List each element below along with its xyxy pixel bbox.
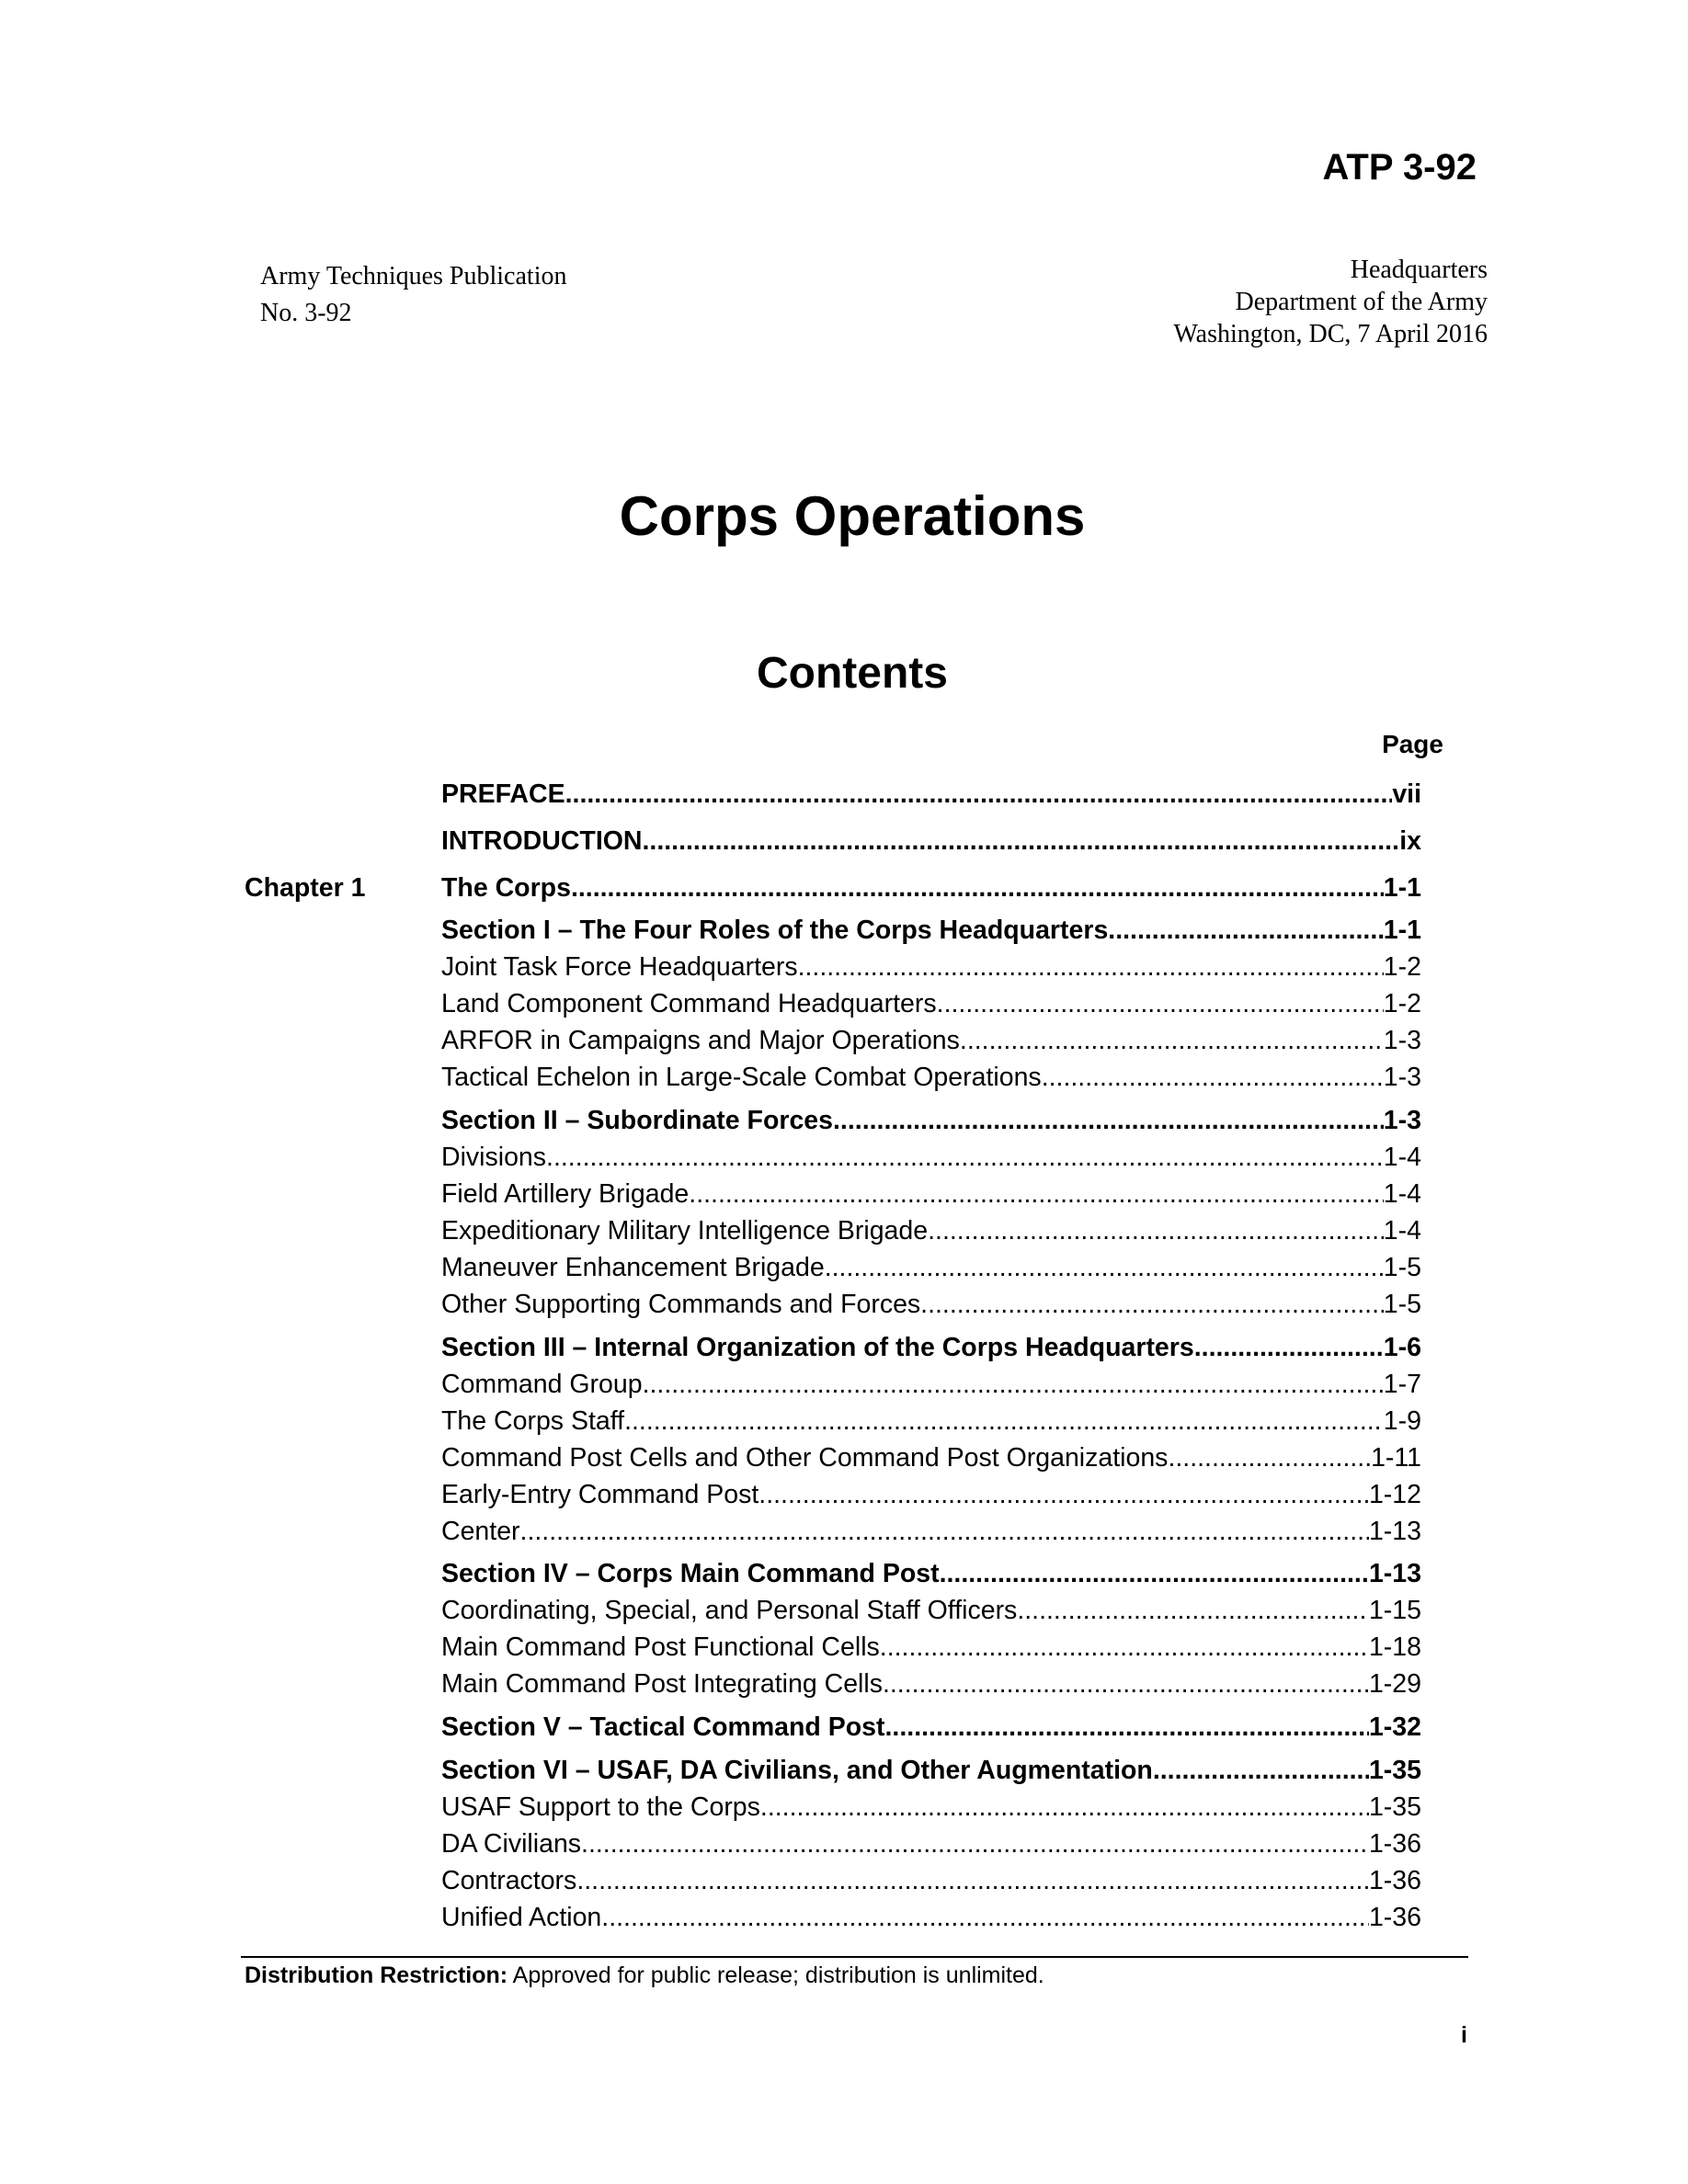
document-title: Corps Operations <box>619 485 1086 547</box>
toc-page-number: 1-7 <box>1383 1370 1421 1399</box>
toc-page-number: 1-15 <box>1368 1596 1421 1625</box>
toc-entry[interactable] <box>245 986 1421 1021</box>
toc-dot-leader <box>928 1213 1384 1248</box>
toc-entry-title: Other Supporting Commands and Forces <box>441 1290 921 1319</box>
toc-entry-title: Section V – Tactical Command Post <box>441 1712 885 1742</box>
toc-entry-title: INTRODUCTION <box>441 826 643 856</box>
issuer-location-date: Washington, DC, 7 April 2016 <box>1173 320 1488 348</box>
toc-entry[interactable] <box>245 824 1421 859</box>
toc-entry-line <box>441 1710 1421 1745</box>
toc-entry-line <box>441 1404 1421 1439</box>
toc-entry[interactable] <box>245 950 1421 984</box>
toc-dot-leader <box>833 1103 1384 1138</box>
toc-entry[interactable] <box>245 1330 1421 1365</box>
toc-page-number: 1-36 <box>1368 1829 1421 1859</box>
toc-entry-title: Contractors <box>441 1866 577 1895</box>
toc-page-number: 1-4 <box>1383 1216 1421 1246</box>
toc-page-number: 1-5 <box>1383 1290 1421 1319</box>
toc-entry-title: Section IV – Corps Main Command Post <box>441 1559 940 1588</box>
toc-dot-leader <box>885 1710 1369 1745</box>
toc-entry-title: USAF Support to the Corps <box>441 1792 760 1822</box>
toc-page-number: 1-12 <box>1368 1480 1421 1509</box>
toc-dot-leader <box>825 1250 1384 1285</box>
toc-dot-leader <box>760 1790 1369 1825</box>
publication-identifier <box>260 258 566 332</box>
publication-number: No. 3-92 <box>260 299 352 327</box>
toc-entry[interactable] <box>245 1556 1421 1591</box>
toc-entry-line <box>441 1790 1421 1825</box>
toc-entry-title: Coordinating, Special, and Personal Staff Officers <box>441 1596 1018 1625</box>
toc-entry-title: Center <box>441 1517 520 1546</box>
toc-entry-line <box>441 1213 1421 1248</box>
toc-entry[interactable] <box>245 1900 1421 1935</box>
toc-entry-line <box>441 1250 1421 1285</box>
toc-page-number: ix <box>1399 826 1421 856</box>
toc-entry-line <box>441 1287 1421 1322</box>
toc-entry-line <box>441 1330 1421 1365</box>
toc-dot-leader <box>689 1177 1384 1211</box>
toc-entry-line <box>441 1023 1421 1058</box>
toc-dot-leader <box>960 1023 1384 1058</box>
toc-entry[interactable] <box>245 1826 1421 1861</box>
toc-entry-title: Expeditionary Military Intelligence Brigade <box>441 1216 929 1246</box>
toc-entry-title: The Corps Staff <box>441 1406 625 1436</box>
toc-dot-leader <box>798 950 1384 984</box>
toc-entry-line <box>441 986 1421 1021</box>
toc-dot-leader <box>624 1404 1384 1439</box>
toc-dot-leader <box>642 824 1399 859</box>
toc-dot-leader <box>565 777 1393 812</box>
toc-page-number: 1-4 <box>1383 1179 1421 1209</box>
toc-page-number: vii <box>1392 779 1421 809</box>
toc-entry[interactable] <box>245 1023 1421 1058</box>
toc-entry-line <box>441 1477 1421 1512</box>
toc-page-number: 1-36 <box>1368 1903 1421 1932</box>
toc-entry-line <box>441 1556 1421 1591</box>
toc-page-number: 1-11 <box>1371 1443 1421 1473</box>
toc-entry-line <box>441 1140 1421 1175</box>
toc-entry[interactable] <box>245 1630 1421 1665</box>
toc-page-number: 1-13 <box>1368 1517 1421 1546</box>
toc-entry-line <box>441 1367 1421 1402</box>
toc-entry-line <box>441 824 1421 859</box>
toc-entry-title: Divisions <box>441 1143 547 1172</box>
toc-entry[interactable] <box>245 1140 1421 1175</box>
toc-dot-leader <box>581 1826 1369 1861</box>
toc-entry[interactable] <box>245 1753 1421 1788</box>
issuer-headquarters: Headquarters <box>1350 256 1488 284</box>
toc-entry-title: DA Civilians <box>441 1829 582 1859</box>
toc-page-number: 1-32 <box>1368 1712 1421 1742</box>
toc-entry-title: Maneuver Enhancement Brigade <box>441 1253 825 1282</box>
toc-entry-line <box>441 1666 1421 1701</box>
toc-dot-leader <box>1108 913 1384 948</box>
toc-entry-line <box>441 1514 1421 1549</box>
toc-dot-leader <box>1194 1330 1384 1365</box>
toc-page-number: 1-2 <box>1383 952 1421 982</box>
toc-dot-leader <box>601 1900 1369 1935</box>
toc-page-number: 1-36 <box>1368 1866 1421 1895</box>
toc-entry[interactable] <box>245 1404 1421 1439</box>
toc-entry[interactable] <box>245 777 1421 812</box>
toc-entry-line <box>441 870 1421 905</box>
toc-entry-title: Unified Action <box>441 1903 602 1932</box>
distribution-text: Approved for public release; distribution is unlimited. <box>508 1962 1044 1988</box>
toc-dot-leader <box>880 1630 1369 1665</box>
toc-entry-line <box>441 950 1421 984</box>
toc-entry-title: Section I – The Four Roles of the Corps Headquarters <box>441 916 1109 945</box>
toc-entry[interactable] <box>245 1790 1421 1825</box>
distribution-label: Distribution Restriction: <box>245 1962 508 1988</box>
toc-entry[interactable] <box>245 1103 1421 1138</box>
distribution-restriction <box>245 1961 1044 1990</box>
toc-dot-leader <box>520 1514 1369 1549</box>
toc-entry-title: PREFACE <box>441 779 565 809</box>
toc-page-number: 1-13 <box>1368 1559 1421 1588</box>
toc-page-number: 1-9 <box>1383 1406 1421 1436</box>
toc-page-number: 1-1 <box>1383 873 1421 903</box>
toc-entry[interactable] <box>245 913 1421 948</box>
toc-dot-leader <box>883 1666 1369 1701</box>
footer-divider <box>241 1956 1468 1958</box>
toc-entry-title: Tactical Echelon in Large-Scale Combat Operations <box>441 1063 1042 1092</box>
issuer-department: Department of the Army <box>1235 288 1488 316</box>
toc-entry-line <box>441 1060 1421 1095</box>
toc-dot-leader <box>546 1140 1384 1175</box>
toc-entry-title: Field Artillery Brigade <box>441 1179 690 1209</box>
toc-entry[interactable] <box>245 1593 1421 1628</box>
toc-entry-line <box>441 1753 1421 1788</box>
toc-entry-title: Section II – Subordinate Forces <box>441 1106 834 1135</box>
toc-dot-leader <box>1017 1593 1369 1628</box>
toc-dot-leader <box>937 986 1384 1021</box>
toc-dot-leader <box>1153 1753 1369 1788</box>
toc-entry-line <box>441 1900 1421 1935</box>
toc-entry-title: Joint Task Force Headquarters <box>441 952 798 982</box>
toc-entry[interactable] <box>245 1514 1421 1549</box>
toc-page-number: 1-4 <box>1383 1143 1421 1172</box>
toc-entry-title: Main Command Post Integrating Cells <box>441 1669 883 1699</box>
toc-page-number: 1-35 <box>1368 1756 1421 1785</box>
toc-entry-line <box>441 913 1421 948</box>
toc-entry-title: ARFOR in Campaigns and Major Operations <box>441 1026 960 1055</box>
toc-entry-line <box>441 1177 1421 1211</box>
toc-entry-line <box>441 1103 1421 1138</box>
toc-entry[interactable] <box>245 1177 1421 1211</box>
toc-entry-title: Section VI – USAF, DA Civilians, and Other Augmentation <box>441 1756 1153 1785</box>
toc-page-number: 1-3 <box>1383 1063 1421 1092</box>
publication-code-header: ATP 3-92 <box>1322 147 1477 188</box>
toc-entry[interactable] <box>245 870 1421 905</box>
toc-entry-line <box>441 777 1421 812</box>
toc-chapter-label: Chapter 1 <box>245 873 366 903</box>
toc-page-number: 1-1 <box>1383 916 1421 945</box>
contents-heading: Contents <box>757 649 948 698</box>
toc-entry[interactable] <box>245 1060 1421 1095</box>
publication-type: Army Techniques Publication <box>260 262 567 290</box>
toc-entry[interactable] <box>245 1440 1421 1475</box>
toc-dot-leader <box>1168 1440 1371 1475</box>
toc-entry-line <box>441 1630 1421 1665</box>
toc-page-number: 1-3 <box>1383 1026 1421 1055</box>
toc-entry-line <box>441 1863 1421 1898</box>
toc-entry-title: Early-Entry Command Post <box>441 1480 759 1509</box>
toc-entry[interactable] <box>245 1287 1421 1322</box>
toc-page-number: 1-35 <box>1368 1792 1421 1822</box>
issuer-block <box>1173 254 1488 350</box>
toc-entry-title: Main Command Post Functional Cells <box>441 1632 880 1662</box>
toc-page-number: 1-2 <box>1383 989 1421 1018</box>
toc-page-number: 1-3 <box>1383 1106 1421 1135</box>
toc-page-number: 1-29 <box>1368 1669 1421 1699</box>
toc-page-number: 1-5 <box>1383 1253 1421 1282</box>
page-column-label: Page <box>1382 730 1443 758</box>
toc-entry-title: Command Post Cells and Other Command Post Organizations <box>441 1443 1169 1473</box>
toc-entry-title: Section III – Internal Organization of the Corps Headquarters <box>441 1333 1194 1362</box>
toc-page-number: 1-18 <box>1368 1632 1421 1662</box>
toc-dot-leader <box>643 1367 1384 1402</box>
toc-entry-line <box>441 1440 1421 1475</box>
toc-entry[interactable] <box>245 1710 1421 1745</box>
toc-dot-leader <box>920 1287 1384 1322</box>
toc-entry[interactable] <box>245 1863 1421 1898</box>
toc-entry[interactable] <box>245 1367 1421 1402</box>
toc-entry[interactable] <box>245 1250 1421 1285</box>
toc-dot-leader <box>571 870 1384 905</box>
toc-page-number: 1-6 <box>1383 1333 1421 1362</box>
toc-entry[interactable] <box>245 1213 1421 1248</box>
toc-entry-line <box>441 1826 1421 1861</box>
toc-entry-line <box>441 1593 1421 1628</box>
page-number: i <box>1461 2022 1467 2048</box>
toc-dot-leader <box>1042 1060 1384 1095</box>
toc-entry[interactable] <box>245 1666 1421 1701</box>
toc-entry[interactable] <box>245 1477 1421 1512</box>
toc-entry-title: Command Group <box>441 1370 643 1399</box>
toc-entry-title: Land Component Command Headquarters <box>441 989 937 1018</box>
toc-dot-leader <box>758 1477 1369 1512</box>
toc-entry-title: The Corps <box>441 873 571 903</box>
toc-dot-leader <box>940 1556 1369 1591</box>
toc-dot-leader <box>576 1863 1369 1898</box>
